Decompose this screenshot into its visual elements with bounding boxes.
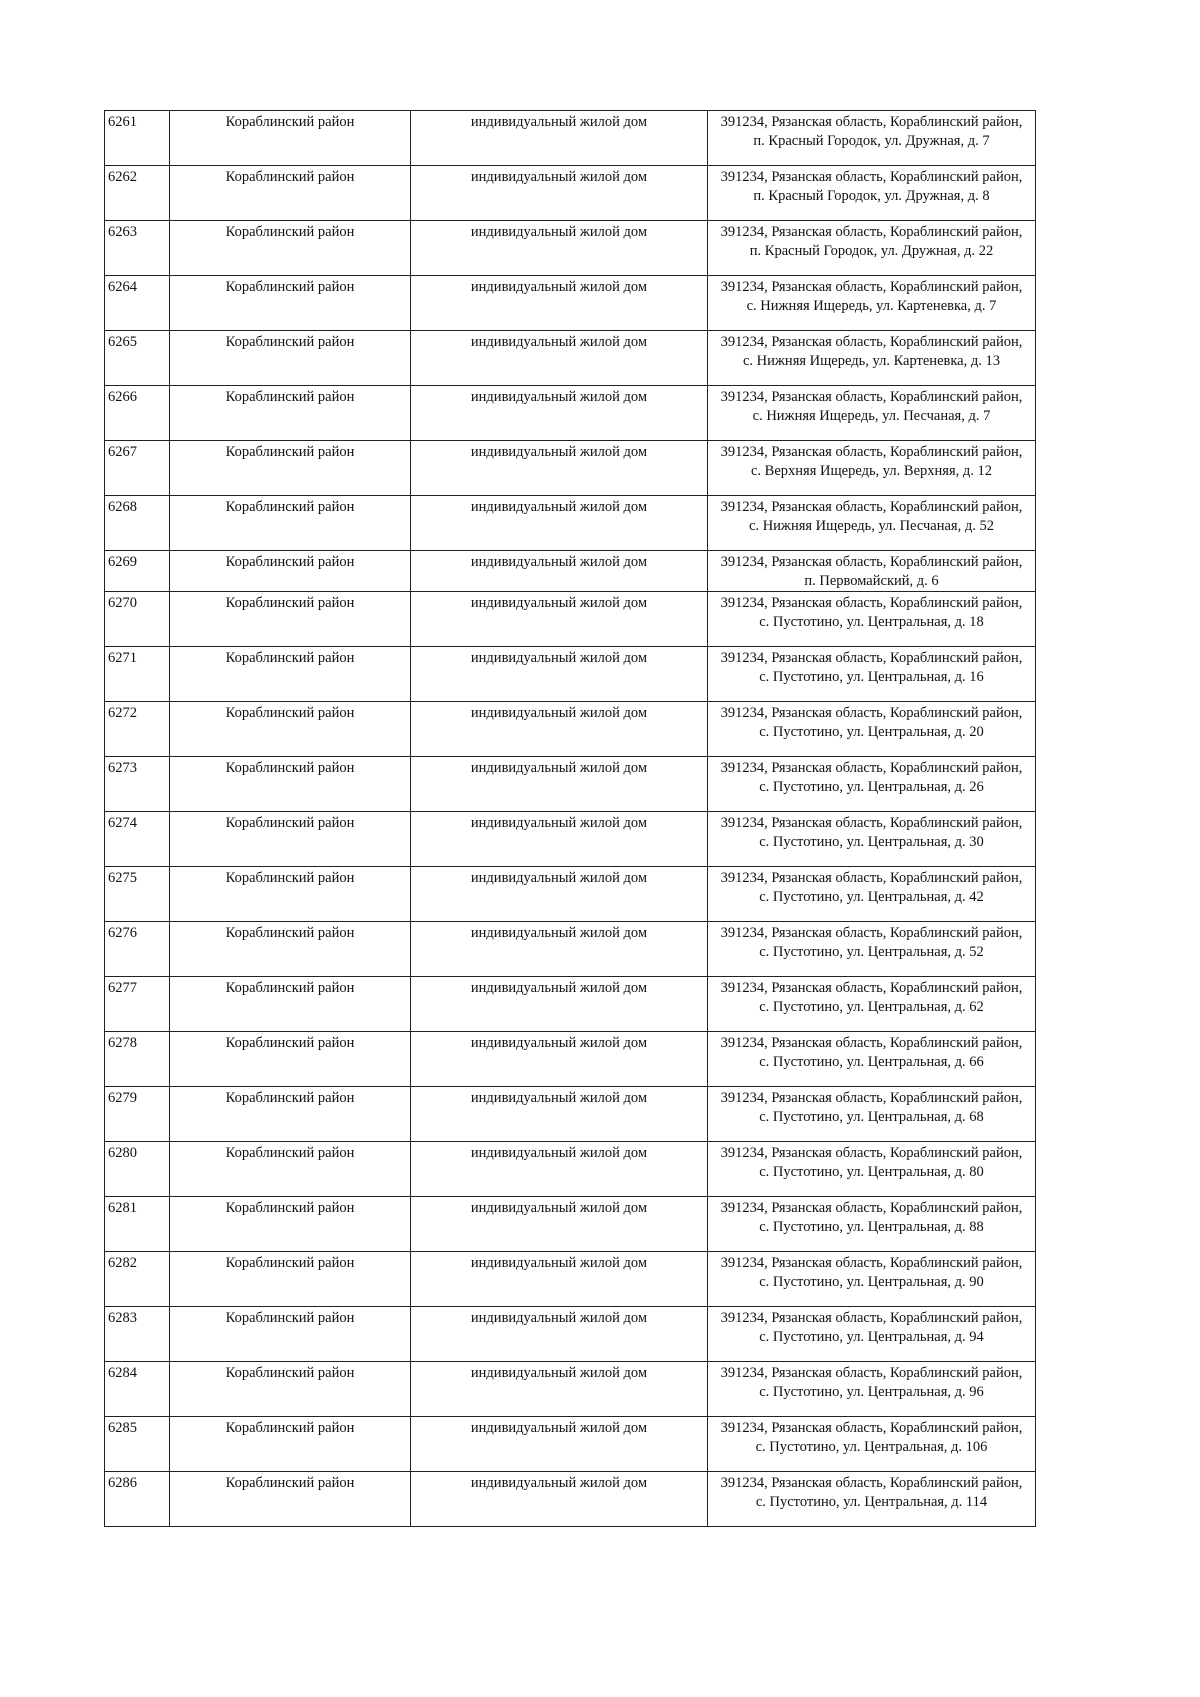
row-address-line-2: п. Красный Городок, ул. Дружная, д. 7 bbox=[753, 133, 990, 149]
row-district: Кораблинский район bbox=[170, 221, 411, 276]
row-address bbox=[708, 331, 1036, 386]
row-object-type: индивидуальный жилой дом bbox=[411, 1307, 708, 1362]
row-number: 6262 bbox=[105, 166, 170, 221]
row-address bbox=[708, 1417, 1036, 1472]
row-address-line-1: 391234, Рязанская область, Кораблинский район, bbox=[720, 1090, 1023, 1106]
row-address-line-2: с. Верхняя Ищередь, ул. Верхняя, д. 12 bbox=[750, 463, 992, 479]
row-object-type: индивидуальный жилой дом bbox=[411, 1032, 708, 1087]
row-object-type: индивидуальный жилой дом bbox=[411, 977, 708, 1032]
table-row bbox=[105, 221, 1036, 276]
row-district: Кораблинский район bbox=[170, 441, 411, 496]
row-number: 6264 bbox=[105, 276, 170, 331]
row-address bbox=[708, 221, 1036, 276]
row-address bbox=[708, 1032, 1036, 1087]
row-address bbox=[708, 1362, 1036, 1417]
row-address-line-1: 391234, Рязанская область, Кораблинский район, bbox=[720, 870, 1023, 886]
row-object-type: индивидуальный жилой дом bbox=[411, 496, 708, 551]
row-number: 6270 bbox=[105, 592, 170, 647]
table-row bbox=[105, 812, 1036, 867]
row-address bbox=[708, 1197, 1036, 1252]
row-address bbox=[708, 647, 1036, 702]
row-object-type: индивидуальный жилой дом bbox=[411, 386, 708, 441]
row-address bbox=[708, 1472, 1036, 1527]
row-object-type: индивидуальный жилой дом bbox=[411, 867, 708, 922]
row-address bbox=[708, 757, 1036, 812]
row-district: Кораблинский район bbox=[170, 1417, 411, 1472]
row-address bbox=[708, 1252, 1036, 1307]
row-address-line-2: п. Первомайский, д. 6 bbox=[804, 573, 939, 589]
row-address-line-2: с. Нижняя Ищередь, ул. Песчаная, д. 7 bbox=[752, 408, 991, 424]
table-row bbox=[105, 592, 1036, 647]
row-address-line-2: с. Пустотино, ул. Центральная, д. 94 bbox=[759, 1329, 984, 1345]
table-row bbox=[105, 111, 1036, 166]
row-object-type: индивидуальный жилой дом bbox=[411, 1252, 708, 1307]
row-address-line-1: 391234, Рязанская область, Кораблинский район, bbox=[720, 1310, 1023, 1326]
row-object-type: индивидуальный жилой дом bbox=[411, 441, 708, 496]
row-address-line-2: с. Пустотино, ул. Центральная, д. 42 bbox=[759, 889, 984, 905]
row-district: Кораблинский район bbox=[170, 331, 411, 386]
row-address bbox=[708, 922, 1036, 977]
row-address-line-1: 391234, Рязанская область, Кораблинский район, bbox=[720, 1365, 1023, 1381]
row-address-line-1: 391234, Рязанская область, Кораблинский район, bbox=[720, 554, 1023, 570]
row-address-line-2: с. Пустотино, ул. Центральная, д. 30 bbox=[759, 834, 984, 850]
row-district: Кораблинский район bbox=[170, 702, 411, 757]
row-address-line-1: 391234, Рязанская область, Кораблинский район, bbox=[720, 389, 1023, 405]
table-row bbox=[105, 1197, 1036, 1252]
row-address-line-1: 391234, Рязанская область, Кораблинский район, bbox=[720, 444, 1023, 460]
row-address-line-1: 391234, Рязанская область, Кораблинский район, bbox=[720, 1255, 1023, 1271]
row-address bbox=[708, 1087, 1036, 1142]
row-number: 6263 bbox=[105, 221, 170, 276]
row-object-type: индивидуальный жилой дом bbox=[411, 592, 708, 647]
row-object-type: индивидуальный жилой дом bbox=[411, 1197, 708, 1252]
row-address-line-2: с. Пустотино, ул. Центральная, д. 18 bbox=[759, 614, 984, 630]
table-row bbox=[105, 551, 1036, 592]
row-address-line-2: с. Пустотино, ул. Центральная, д. 52 bbox=[759, 944, 984, 960]
row-address-line-2: с. Пустотино, ул. Центральная, д. 68 bbox=[759, 1109, 984, 1125]
row-object-type: индивидуальный жилой дом bbox=[411, 922, 708, 977]
row-object-type: индивидуальный жилой дом bbox=[411, 1142, 708, 1197]
row-number: 6266 bbox=[105, 386, 170, 441]
table-row bbox=[105, 922, 1036, 977]
row-number: 6268 bbox=[105, 496, 170, 551]
table-row bbox=[105, 441, 1036, 496]
row-object-type: индивидуальный жилой дом bbox=[411, 276, 708, 331]
row-district: Кораблинский район bbox=[170, 551, 411, 592]
row-object-type: индивидуальный жилой дом bbox=[411, 111, 708, 166]
row-address bbox=[708, 276, 1036, 331]
row-object-type: индивидуальный жилой дом bbox=[411, 331, 708, 386]
row-address-line-1: 391234, Рязанская область, Кораблинский район, bbox=[720, 224, 1023, 240]
row-district: Кораблинский район bbox=[170, 1197, 411, 1252]
row-address bbox=[708, 166, 1036, 221]
row-district: Кораблинский район bbox=[170, 812, 411, 867]
row-number: 6278 bbox=[105, 1032, 170, 1087]
row-address-line-1: 391234, Рязанская область, Кораблинский район, bbox=[720, 334, 1023, 350]
row-address-line-1: 391234, Рязанская область, Кораблинский район, bbox=[720, 1145, 1023, 1161]
row-address bbox=[708, 1142, 1036, 1197]
table-row bbox=[105, 702, 1036, 757]
row-number: 6275 bbox=[105, 867, 170, 922]
row-address-line-1: 391234, Рязанская область, Кораблинский район, bbox=[720, 705, 1023, 721]
row-number: 6276 bbox=[105, 922, 170, 977]
table-row bbox=[105, 1087, 1036, 1142]
row-district: Кораблинский район bbox=[170, 1142, 411, 1197]
row-district: Кораблинский район bbox=[170, 166, 411, 221]
row-address-line-1: 391234, Рязанская область, Кораблинский район, bbox=[720, 279, 1023, 295]
row-object-type: индивидуальный жилой дом bbox=[411, 1472, 708, 1527]
row-address-line-2: п. Красный Городок, ул. Дружная, д. 8 bbox=[753, 188, 990, 204]
row-object-type: индивидуальный жилой дом bbox=[411, 1087, 708, 1142]
row-object-type: индивидуальный жилой дом bbox=[411, 551, 708, 592]
row-object-type: индивидуальный жилой дом bbox=[411, 1362, 708, 1417]
table-row bbox=[105, 166, 1036, 221]
row-district: Кораблинский район bbox=[170, 386, 411, 441]
table-row bbox=[105, 1142, 1036, 1197]
table-row bbox=[105, 1032, 1036, 1087]
table-row bbox=[105, 331, 1036, 386]
row-number: 6280 bbox=[105, 1142, 170, 1197]
row-district: Кораблинский район bbox=[170, 592, 411, 647]
row-district: Кораблинский район bbox=[170, 1307, 411, 1362]
row-address-line-1: 391234, Рязанская область, Кораблинский район, bbox=[720, 1200, 1023, 1216]
row-address bbox=[708, 1307, 1036, 1362]
row-district: Кораблинский район bbox=[170, 922, 411, 977]
row-number: 6279 bbox=[105, 1087, 170, 1142]
table-row bbox=[105, 1252, 1036, 1307]
row-district: Кораблинский район bbox=[170, 1472, 411, 1527]
row-number: 6285 bbox=[105, 1417, 170, 1472]
row-number: 6267 bbox=[105, 441, 170, 496]
table-row bbox=[105, 977, 1036, 1032]
row-district: Кораблинский район bbox=[170, 111, 411, 166]
table-row bbox=[105, 647, 1036, 702]
row-district: Кораблинский район bbox=[170, 867, 411, 922]
row-address bbox=[708, 386, 1036, 441]
row-number: 6272 bbox=[105, 702, 170, 757]
row-address-line-2: с. Пустотино, ул. Центральная, д. 96 bbox=[759, 1384, 984, 1400]
row-district: Кораблинский район bbox=[170, 1087, 411, 1142]
row-address-line-1: 391234, Рязанская область, Кораблинский район, bbox=[720, 925, 1023, 941]
row-district: Кораблинский район bbox=[170, 496, 411, 551]
row-address-line-1: 391234, Рязанская область, Кораблинский район, bbox=[720, 1420, 1023, 1436]
table-row bbox=[105, 757, 1036, 812]
row-address-line-2: с. Пустотино, ул. Центральная, д. 90 bbox=[759, 1274, 984, 1290]
row-object-type: индивидуальный жилой дом bbox=[411, 702, 708, 757]
row-address-line-1: 391234, Рязанская область, Кораблинский район, bbox=[720, 1475, 1023, 1491]
row-address-line-2: с. Пустотино, ул. Центральная, д. 106 bbox=[755, 1439, 988, 1455]
row-number: 6273 bbox=[105, 757, 170, 812]
row-address-line-1: 391234, Рязанская область, Кораблинский район, bbox=[720, 499, 1023, 515]
row-number: 6271 bbox=[105, 647, 170, 702]
row-address-line-1: 391234, Рязанская область, Кораблинский район, bbox=[720, 980, 1023, 996]
row-address-line-1: 391234, Рязанская область, Кораблинский район, bbox=[720, 595, 1023, 611]
row-number: 6284 bbox=[105, 1362, 170, 1417]
row-object-type: индивидуальный жилой дом bbox=[411, 757, 708, 812]
table-row bbox=[105, 276, 1036, 331]
row-district: Кораблинский район bbox=[170, 1252, 411, 1307]
row-district: Кораблинский район bbox=[170, 276, 411, 331]
row-number: 6277 bbox=[105, 977, 170, 1032]
row-district: Кораблинский район bbox=[170, 647, 411, 702]
row-address bbox=[708, 977, 1036, 1032]
row-address bbox=[708, 867, 1036, 922]
row-address bbox=[708, 702, 1036, 757]
row-number: 6286 bbox=[105, 1472, 170, 1527]
row-number: 6283 bbox=[105, 1307, 170, 1362]
row-address-line-2: с. Пустотино, ул. Центральная, д. 16 bbox=[759, 669, 984, 685]
row-address-line-2: с. Нижняя Ищередь, ул. Песчаная, д. 52 bbox=[749, 518, 994, 534]
row-address-line-2: с. Пустотино, ул. Центральная, д. 88 bbox=[759, 1219, 984, 1235]
row-address-line-1: 391234, Рязанская область, Кораблинский район, bbox=[720, 760, 1023, 776]
row-number: 6265 bbox=[105, 331, 170, 386]
row-address-line-2: с. Нижняя Ищередь, ул. Картеневка, д. 13 bbox=[743, 353, 1000, 369]
row-district: Кораблинский район bbox=[170, 1032, 411, 1087]
row-district: Кораблинский район bbox=[170, 977, 411, 1032]
row-object-type: индивидуальный жилой дом bbox=[411, 166, 708, 221]
row-address-line-2: п. Красный Городок, ул. Дружная, д. 22 bbox=[749, 243, 994, 259]
row-address-line-2: с. Пустотино, ул. Центральная, д. 66 bbox=[759, 1054, 984, 1070]
registry-table bbox=[104, 110, 1036, 1527]
row-address-line-2: с. Пустотино, ул. Центральная, д. 80 bbox=[759, 1164, 984, 1180]
row-address-line-1: 391234, Рязанская область, Кораблинский район, bbox=[720, 815, 1023, 831]
registry-table-body bbox=[105, 111, 1036, 1527]
table-row bbox=[105, 1362, 1036, 1417]
row-address bbox=[708, 592, 1036, 647]
row-object-type: индивидуальный жилой дом bbox=[411, 1417, 708, 1472]
row-address-line-2: с. Пустотино, ул. Центральная, д. 20 bbox=[759, 724, 984, 740]
row-address-line-2: с. Пустотино, ул. Центральная, д. 114 bbox=[755, 1494, 988, 1510]
row-number: 6274 bbox=[105, 812, 170, 867]
row-address-line-1: 391234, Рязанская область, Кораблинский район, bbox=[720, 114, 1023, 130]
table-row bbox=[105, 1417, 1036, 1472]
row-address bbox=[708, 551, 1036, 592]
table-row bbox=[105, 1472, 1036, 1527]
row-address-line-2: с. Пустотино, ул. Центральная, д. 62 bbox=[759, 999, 984, 1015]
row-district: Кораблинский район bbox=[170, 1362, 411, 1417]
table-row bbox=[105, 1307, 1036, 1362]
row-address-line-2: с. Нижняя Ищередь, ул. Картеневка, д. 7 bbox=[746, 298, 997, 314]
row-address bbox=[708, 812, 1036, 867]
table-row bbox=[105, 386, 1036, 441]
row-district: Кораблинский район bbox=[170, 757, 411, 812]
row-address bbox=[708, 111, 1036, 166]
row-address-line-1: 391234, Рязанская область, Кораблинский район, bbox=[720, 169, 1023, 185]
row-address-line-2: с. Пустотино, ул. Центральная, д. 26 bbox=[759, 779, 984, 795]
row-number: 6282 bbox=[105, 1252, 170, 1307]
table-row bbox=[105, 867, 1036, 922]
row-address bbox=[708, 496, 1036, 551]
row-address-line-1: 391234, Рязанская область, Кораблинский район, bbox=[720, 1035, 1023, 1051]
row-object-type: индивидуальный жилой дом bbox=[411, 647, 708, 702]
row-address-line-1: 391234, Рязанская область, Кораблинский район, bbox=[720, 650, 1023, 666]
table-row bbox=[105, 496, 1036, 551]
row-number: 6261 bbox=[105, 111, 170, 166]
row-number: 6281 bbox=[105, 1197, 170, 1252]
row-object-type: индивидуальный жилой дом bbox=[411, 221, 708, 276]
row-address bbox=[708, 441, 1036, 496]
row-object-type: индивидуальный жилой дом bbox=[411, 812, 708, 867]
row-number: 6269 bbox=[105, 551, 170, 592]
